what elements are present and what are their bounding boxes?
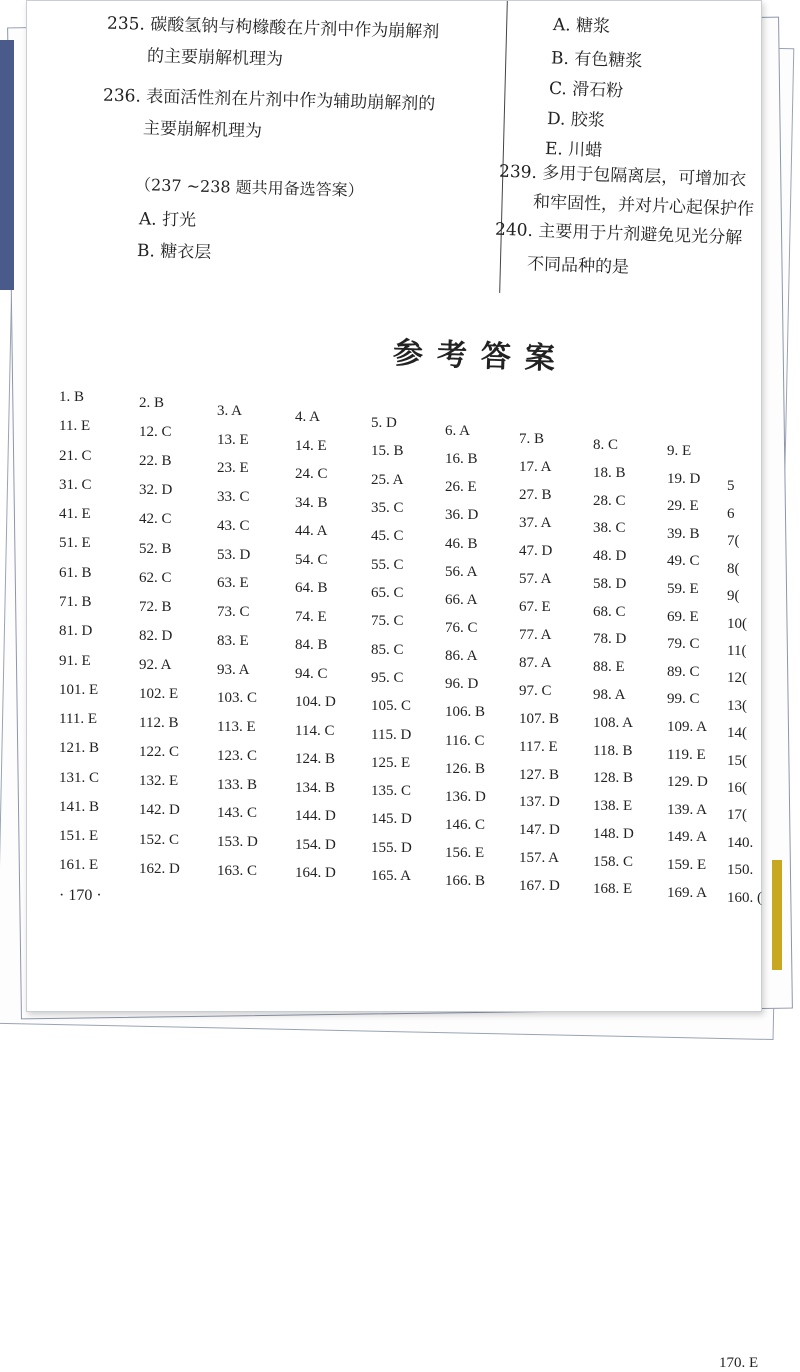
answer-item: 1. B <box>59 389 85 405</box>
option-a: A. 打光 <box>138 209 197 231</box>
answer-item: 111. E <box>59 711 98 727</box>
answer-item: 87. A <box>519 655 552 671</box>
answer-section-title: 参考答案 <box>392 335 570 378</box>
answer-item: 45. C <box>371 528 404 544</box>
answer-item: 79. C <box>667 636 700 652</box>
answer-item: 38. C <box>593 520 626 536</box>
answer-item: 97. C <box>519 683 552 699</box>
answer-item: 25. A <box>371 472 404 488</box>
answer-item: 16. B <box>445 451 478 467</box>
answer-item: 32. D <box>139 482 173 498</box>
answer-item: 55. C <box>371 557 404 573</box>
answer-item: 77. A <box>519 627 552 643</box>
answer-item: 126. B <box>445 761 486 777</box>
answer-item: 158. C <box>593 854 634 870</box>
answer-item: 150. <box>727 862 754 878</box>
answer-item: 85. C <box>371 642 404 658</box>
question-text: 表面活性剂在片剂中作为辅助崩解剂的 <box>146 86 436 115</box>
answer-item: 95. C <box>371 670 404 686</box>
answer-item: 114. C <box>295 723 335 739</box>
answer-item: 75. C <box>371 613 404 629</box>
answer-item: 46. B <box>445 536 478 552</box>
answer-item: 146. C <box>445 817 486 833</box>
question-number: 235. <box>106 13 146 35</box>
answer-item: 131. C <box>59 770 100 786</box>
answer-item: 118. B <box>593 743 633 759</box>
answer-item: 164. D <box>295 865 336 881</box>
answer-item: 17. A <box>519 459 552 475</box>
answer-item: 94. C <box>295 666 328 682</box>
answer-item: 12. C <box>139 424 172 440</box>
answer-item: 44. A <box>295 523 328 539</box>
answer-item: 62. C <box>139 570 172 586</box>
answer-item: 104. D <box>295 694 336 710</box>
answer-item: 54. C <box>295 552 328 568</box>
answer-item: 115. D <box>371 727 412 743</box>
answer-item: 134. B <box>295 780 336 796</box>
right-option-d: D. 胶浆 <box>546 108 606 132</box>
question-number: 240. <box>494 219 534 242</box>
answer-item: 141. B <box>59 799 100 815</box>
answer-item: 5 <box>727 478 735 494</box>
answer-item: 8. C <box>593 437 619 453</box>
answer-item: 166. B <box>445 873 486 889</box>
question-239 <box>499 159 747 194</box>
answer-item: 26. E <box>445 479 477 495</box>
answer-item: 165. A <box>371 868 412 884</box>
answer-item: 71. B <box>59 594 92 610</box>
answer-item: 91. E <box>59 653 91 669</box>
answer-item: 133. B <box>217 777 258 793</box>
answer-item: 3. A <box>217 403 243 419</box>
answer-item: 72. B <box>139 599 172 615</box>
answer-item: 19. D <box>667 471 701 487</box>
answer-item: 73. C <box>217 604 250 620</box>
answer-item: 57. A <box>519 571 552 587</box>
answer-item: 147. D <box>519 822 560 838</box>
answer-item: 83. E <box>217 633 249 649</box>
answer-item: 68. C <box>593 604 626 620</box>
answer-item: 13. E <box>217 432 249 448</box>
answer-item: 15( <box>727 753 747 769</box>
answer-item: 14( <box>727 725 747 741</box>
answer-item: 93. A <box>217 662 250 678</box>
answer-item: 36. D <box>445 507 479 523</box>
cover-edge <box>0 40 14 290</box>
answer-item: 6. A <box>445 423 471 439</box>
answer-item: 7( <box>727 533 740 549</box>
answer-item: 33. C <box>217 489 250 505</box>
answer-item: 53. D <box>217 547 251 563</box>
answer-item: 122. C <box>139 744 180 760</box>
answer-item: 27. B <box>519 487 552 503</box>
right-option-e: E. 川蜡 <box>544 139 603 161</box>
answer-item: 15. B <box>371 443 404 459</box>
right-option-b: B. 有色糖浆 <box>550 48 643 72</box>
answer-item: 152. C <box>139 832 180 848</box>
answer-item: 61. B <box>59 565 92 581</box>
answer-item: 8( <box>727 561 740 577</box>
question-240 <box>495 217 743 252</box>
answer-item: 145. D <box>371 811 412 827</box>
answer-item: 5. D <box>371 415 397 431</box>
answer-item: 24. C <box>295 466 328 482</box>
answer-item: 84. B <box>295 637 328 653</box>
answer-item: 6 <box>727 506 735 522</box>
question-text: 主要崩解机理为 <box>142 118 263 142</box>
answer-item: 11. E <box>59 418 91 434</box>
answer-item: 160. ( <box>727 890 762 906</box>
answer-item: 108. A <box>593 715 634 731</box>
answer-item: 21. C <box>59 448 92 464</box>
answer-item: 78. D <box>593 631 627 647</box>
answer-item: 64. B <box>295 580 328 596</box>
answer-item: 35. C <box>371 500 404 516</box>
answer-item: 162. D <box>139 861 180 877</box>
answer-item: 59. E <box>667 581 699 597</box>
answer-item: 109. A <box>667 719 708 735</box>
answer-item: 51. E <box>59 535 91 551</box>
answer-item: 86. A <box>445 648 478 664</box>
answer-item: 65. C <box>371 585 404 601</box>
answer-item: 138. E <box>593 798 633 814</box>
answer-item: 48. D <box>593 548 627 564</box>
answer-item: 153. D <box>217 834 258 850</box>
answer-item: 74. E <box>295 609 327 625</box>
answer-item: 66. A <box>445 592 478 608</box>
answer-item: 123. C <box>217 748 258 764</box>
answer-item: 156. E <box>445 845 485 861</box>
answer-item: 136. D <box>445 789 486 805</box>
answer-item: 157. A <box>519 850 560 866</box>
answer-item: 22. B <box>139 453 172 469</box>
answer-item: 154. D <box>295 837 336 853</box>
answer-item: 58. D <box>593 576 627 592</box>
answer-item: 159. E <box>667 857 707 873</box>
answer-item: 17( <box>727 807 747 823</box>
answer-item: 98. A <box>593 687 626 703</box>
answer-item: 101. E <box>59 682 99 698</box>
answer-item: 167. D <box>519 878 560 894</box>
answer-item: 106. B <box>445 704 486 720</box>
answer-item: 63. E <box>217 575 249 591</box>
question-240-cont <box>527 251 630 281</box>
answer-item: 102. E <box>139 686 179 702</box>
question-text: 和牢固性，并对片心起保护作 <box>532 192 755 220</box>
answer-item: 107. B <box>519 711 560 727</box>
answer-item: 43. C <box>217 518 250 534</box>
answer-item: 76. C <box>445 620 478 636</box>
answer-item: 105. C <box>371 698 412 714</box>
answer-item: 127. B <box>519 767 560 783</box>
answer-item: 155. D <box>371 840 412 856</box>
answer-item: 4. A <box>295 409 321 425</box>
answer-item: 16( <box>727 780 747 796</box>
answer-item: 99. C <box>667 691 700 707</box>
answer-item: 67. E <box>519 599 551 615</box>
right-option-c: C. 滑石粉 <box>548 78 624 102</box>
answer-item: 116. C <box>445 733 485 749</box>
question-text: 主要用于片剂避免见光分解 <box>537 221 743 249</box>
question-number: 236. <box>102 85 142 107</box>
answer-item: 161. E <box>59 857 99 873</box>
answer-item: 132. E <box>139 773 179 789</box>
answer-item: 82. D <box>139 628 173 644</box>
answer-item: 143. C <box>217 805 258 821</box>
book-page <box>26 0 762 1371</box>
answer-item: 37. A <box>519 515 552 531</box>
answer-item: 49. C <box>667 553 700 569</box>
question-235 <box>107 11 440 46</box>
answer-item: 121. B <box>59 740 100 756</box>
answer-item: 89. C <box>667 664 700 680</box>
question-text: 的主要崩解机理为 <box>146 46 284 70</box>
answer-item: 142. D <box>139 802 180 818</box>
answer-item: 42. C <box>139 511 172 527</box>
answer-item: 10( <box>727 616 747 632</box>
question-235-cont <box>147 43 284 73</box>
answer-item: 2. B <box>139 395 165 411</box>
answer-item: 128. B <box>593 770 634 786</box>
answer-item: 41. E <box>59 506 91 522</box>
option-b: B. 糖衣层 <box>136 241 212 263</box>
answer-item: 168. E <box>593 881 633 897</box>
answer-item: 169. A <box>667 885 708 901</box>
answer-item: 56. A <box>445 564 478 580</box>
answer-item: 125. E <box>371 755 411 771</box>
answer-item: 113. E <box>217 719 256 735</box>
question-239-cont <box>533 189 755 223</box>
question-236-cont <box>143 115 263 144</box>
answer-item: 18. B <box>593 465 626 481</box>
answer-item: 69. E <box>667 609 699 625</box>
answer-item: 92. A <box>139 657 172 673</box>
question-text: 多用于包隔离层，可增加衣 <box>541 163 747 191</box>
answer-item: 29. E <box>667 498 699 514</box>
answer-item: 144. D <box>295 808 336 824</box>
answer-item: 117. E <box>519 739 558 755</box>
answer-item: 151. E <box>59 828 99 844</box>
answer-item: 103. C <box>217 690 258 706</box>
answer-item: 34. B <box>295 495 328 511</box>
answer-item: 163. C <box>217 863 258 879</box>
answer-item: 12( <box>727 670 747 686</box>
answer-item: 31. C <box>59 477 92 493</box>
answer-item: 14. E <box>295 438 327 454</box>
cover-edge-yellow <box>772 860 782 970</box>
answer-item: 23. E <box>217 460 249 476</box>
answer-item: 47. D <box>519 543 553 559</box>
answer-item: 88. E <box>593 659 625 675</box>
answer-item: 28. C <box>593 493 626 509</box>
question-text: 不同品种的是 <box>526 254 630 278</box>
answer-item: 9. E <box>667 443 692 459</box>
question-number: 239. <box>498 161 538 184</box>
answer-item: 140. <box>727 835 754 851</box>
answer-item: 81. D <box>59 623 93 639</box>
answer-item: 124. B <box>295 751 336 767</box>
answer-item: 119. E <box>667 747 706 763</box>
answer-item: 13( <box>727 698 747 714</box>
answer-item: 112. B <box>139 715 179 731</box>
answer-item: 149. A <box>667 829 708 845</box>
column-divider <box>499 1 508 293</box>
answer-item: 52. B <box>139 541 172 557</box>
answer-item: 96. D <box>445 676 479 692</box>
question-text: 碳酸氢钠与枸橼酸在片剂中作为崩解剂 <box>150 14 440 43</box>
answer-item: 7. B <box>519 431 545 447</box>
answer-item: 170. E <box>719 1355 759 1371</box>
right-option-a: A. 糖浆 <box>552 15 611 37</box>
answer-item: 129. D <box>667 774 708 790</box>
answer-item: 148. D <box>593 826 634 842</box>
page-number: · 170 · <box>59 887 102 904</box>
answer-item: 9( <box>727 588 740 604</box>
answer-item: 11( <box>727 643 747 659</box>
question-236 <box>103 83 436 118</box>
answer-item: 135. C <box>371 783 412 799</box>
answer-item: 137. D <box>519 794 560 810</box>
answer-item: 139. A <box>667 802 708 818</box>
answer-item: 39. B <box>667 526 700 542</box>
shared-options-note: （237 ~238 题共用备选答案） <box>134 175 364 200</box>
